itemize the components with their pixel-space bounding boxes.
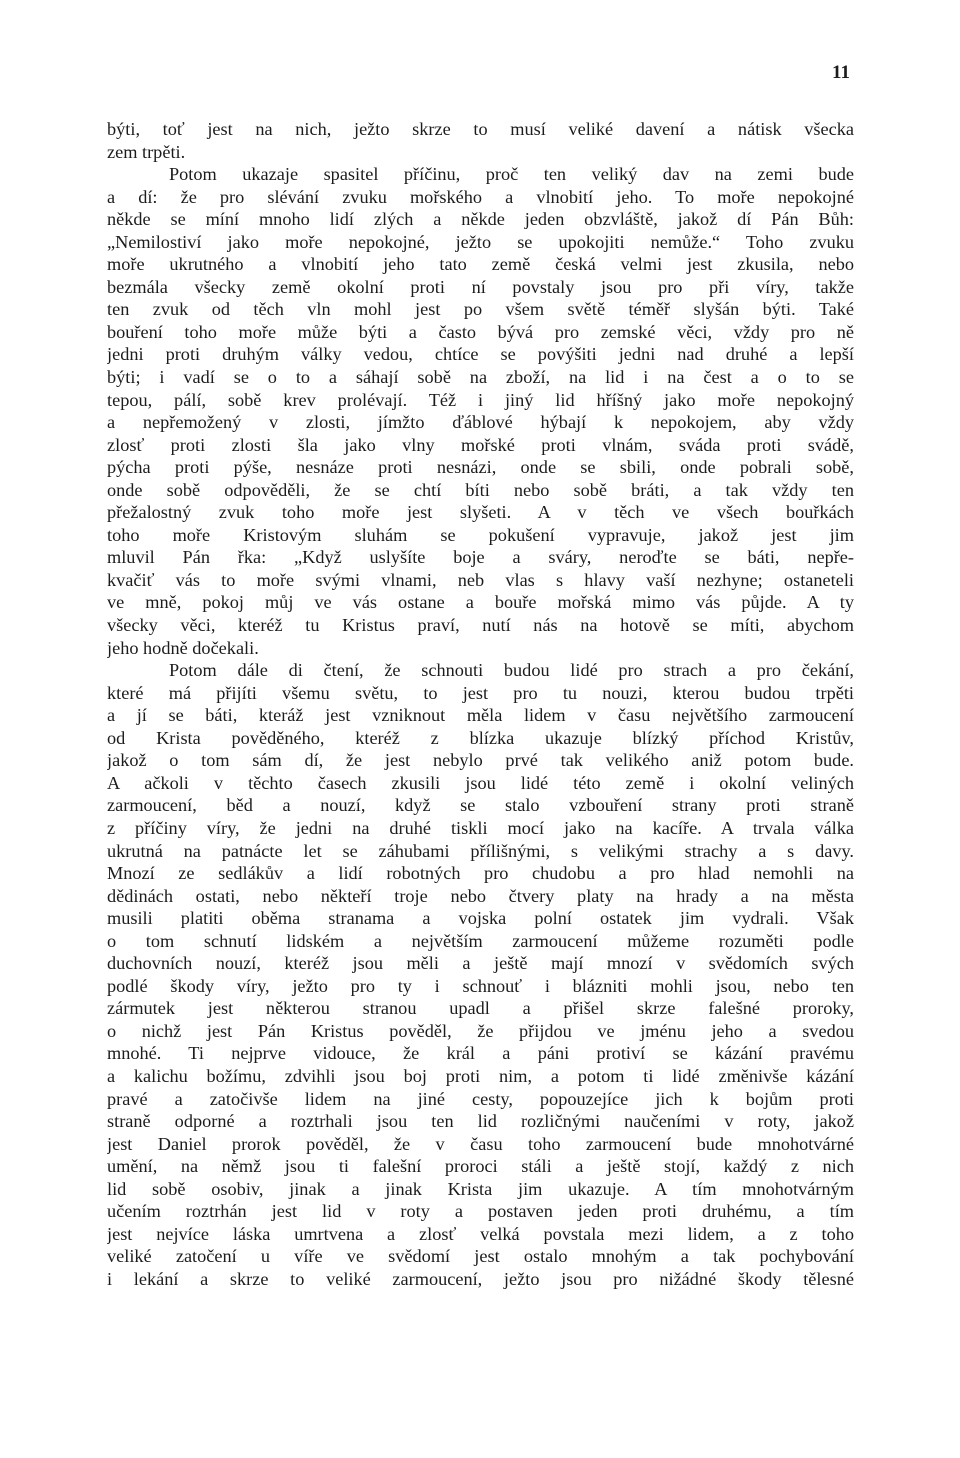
- text-line: tepou, pálí, sobě krev prolévají. Též i jiný lid hříšný jako moře nepokojný: [107, 389, 854, 410]
- text-line: ve mně, pokoj můj ve vás ostane a bouře mořská mimo vás půjde. A ty: [107, 592, 854, 613]
- text-line: i lekání a skrze to veliké zarmoucení, ježto jsou pro nižádné škody tělesné: [107, 1268, 854, 1289]
- text-line: zarmoucení, běd a nouzí, když se stalo vzbouření strany proti straně: [107, 795, 854, 816]
- text-line: učením roztrhán jest lid v roty a postaven jeden proti druhému, a tím: [107, 1201, 854, 1222]
- text-line: mluvil Pán řka: „Když uslyšíte boje a sváry, neroďte se báti, nepře-: [107, 547, 854, 568]
- text-line: přežalostný zvuk toho moře jest slyšeti. A v těch ve všech bouřkách: [107, 502, 854, 523]
- text-line: bezmála všecky země okolní proti ní povstaly jsou pro při víry, takže: [107, 276, 854, 297]
- text-line: lid sobě osobiv, jinak a jinak Krista jim ukazuje. A tím mnohotvárným: [107, 1178, 854, 1199]
- text-line: jest nejvíce láska umrtvena a zlosť velká povstala mezi lidem, a z toho: [107, 1223, 854, 1244]
- text-line: někde se míní mnoho lidí zlých a někde jeden obzvláště, jakož dí Pán Bůh:: [107, 209, 854, 230]
- text-line: ten zvuk od těch vln mohl jest po všem světě téměř slyšán býti. Také: [107, 299, 854, 320]
- text-line: umění, na němž jsou ti falešní proroci stáli a ještě stojí, každý z nich: [107, 1156, 854, 1177]
- text-line: ukrutná na patnácte let se záhubami přílišnými, s velikými strachy a s davy.: [107, 840, 854, 861]
- text-line: o tom schnutí lidském a největším zarmoucení můžeme rozuměti podle: [107, 930, 854, 951]
- text-line: podlé škody víry, ježto pro ty i schnouť i blázniti mohli jsou, nebo ten: [107, 975, 854, 996]
- text-line: „Nemilostiví jako moře nepokojné, ježto se upokojiti nemůže.“ Toho zvuku: [107, 231, 854, 252]
- text-line: jeho hodně dočekali.: [107, 637, 259, 658]
- text-line: veliké zatočení u víře ve svědomí jest ostalo mnohým a tak pochybování: [107, 1246, 854, 1267]
- text-line: které má přijíti všemu světu, to jest pro tu nouzi, kterou budou trpěti: [107, 682, 854, 703]
- text-line: Potom dále di čtení, že schnouti budou lidé pro strach a pro čekání,: [169, 660, 854, 681]
- text-line: od Krista pověděného, kteréž z blízka ukazuje blízký příchod Kristův,: [107, 727, 854, 748]
- text-line: straně odporné a roztrhali jsou ten lid rozličnými naučeními v roty, jakož: [107, 1111, 854, 1132]
- page-number: 11: [832, 62, 850, 83]
- text-line: A ačkoli v těchto časech zkusili jsou lidé této země i okolní veliných: [107, 772, 854, 793]
- text-line: Potom ukazaje spasitel příčinu, proč ten veliký dav na zemi bude: [169, 164, 854, 185]
- text-line: a kalichu božímu, zdvihli jsou boj proti nim, a potom ti lidé změnivše kázání: [107, 1065, 854, 1086]
- text-line: jakož o tom sám dí, že jest nebylo prvé tak velikého aniž potom bude.: [107, 750, 854, 771]
- text-line: moře ukrutného a vlnobití jeho tato země česká velmi jest zkusila, nebo: [107, 254, 854, 275]
- text-line: mnohé. Ti nejprve vidouce, že král a páni protiví se kázání pravému: [107, 1043, 854, 1064]
- text-line: bouření toho moře může býti a často bývá pro zemské věci, vždy pro ně: [107, 321, 854, 342]
- text-line: a jí se báti, kteráž jest vzniknout měla lidem v času největšího zarmoucení: [107, 705, 854, 726]
- text-line: z příčiny víry, že jedni na druhé tiskli mocí jako na kacíře. A trvala válka: [107, 817, 854, 838]
- text-line: jedni proti druhým války vedou, chtíce se povýšiti jedni nad druhé a lepší: [107, 344, 854, 365]
- text-line: zem trpěti.: [107, 141, 186, 162]
- text-line: zármutek jest některou stranou upadl a přišel skrze falešné proroky,: [107, 998, 854, 1019]
- text-line: a dí: že pro slévání zvuku mořského a vlnobití jeho. To moře nepokojné: [107, 186, 854, 207]
- text-line: a nepřemožený v zlosti, jímžto ďáblové hýbají k nepokojem, aby vždy: [107, 412, 854, 433]
- text-line: pýcha proti pýše, nesnáze proti nesnázi, onde se sbili, onde pobrali sobě,: [107, 457, 854, 478]
- text-line: býti, toť jest na nich, ježto skrze to musí veliké davení a nátisk všecka: [107, 119, 854, 139]
- text-line: o nichž jest Pán Kristus pověděl, že přijdou ve jménu jeho a svedou: [107, 1020, 854, 1041]
- text-line: jest Daniel prorok pověděl, že v času toho zarmoucení bude mnohotvárné: [107, 1133, 854, 1154]
- text-line: dědinách ostati, nebo někteří troje nebo čtvery platy na hrady a na města: [107, 885, 854, 906]
- text-line: všecky věci, kteréž tu Kristus praví, nutí nás na hotově se míti, abychom: [107, 615, 854, 636]
- text-line: onde sobě odpověděli, že se chtí bíti nebo sobě bráti, a tak vždy ten: [107, 479, 854, 500]
- text-line: kvačiť vás to moře svými vlnami, neb vlas s hlavy vaší nezhyne; ostaneteli: [107, 569, 854, 590]
- text-line: zlosť proti zlosti šla jako vlny mořské proti vlnám, sváda proti svádě,: [107, 434, 854, 455]
- text-line: duchovních nouzí, kteréž jsou měli a ještě mají mnozí v svědomích svých: [107, 953, 854, 974]
- text-line: pravé a zatočivše lidem na jiné cesty, popouzejíce jich k bojům proti: [107, 1088, 854, 1109]
- text-line: toho moře Kristovým sluhám se pokušení vypravuje, jakož jest jim: [107, 524, 854, 545]
- page-text: [107, 118, 854, 1290]
- text-line: musili platiti oběma stranama a vojska polní ostatek jim vydrali. Však: [107, 908, 854, 929]
- text-line: Mnozí ze sedlákův a lidí robotných pro chudobu a pro hlad nemohli na: [107, 863, 854, 884]
- text-line: býti; i vadí se o to a sáhají sobě na zboží, na lid i na čest a o to se: [107, 367, 854, 388]
